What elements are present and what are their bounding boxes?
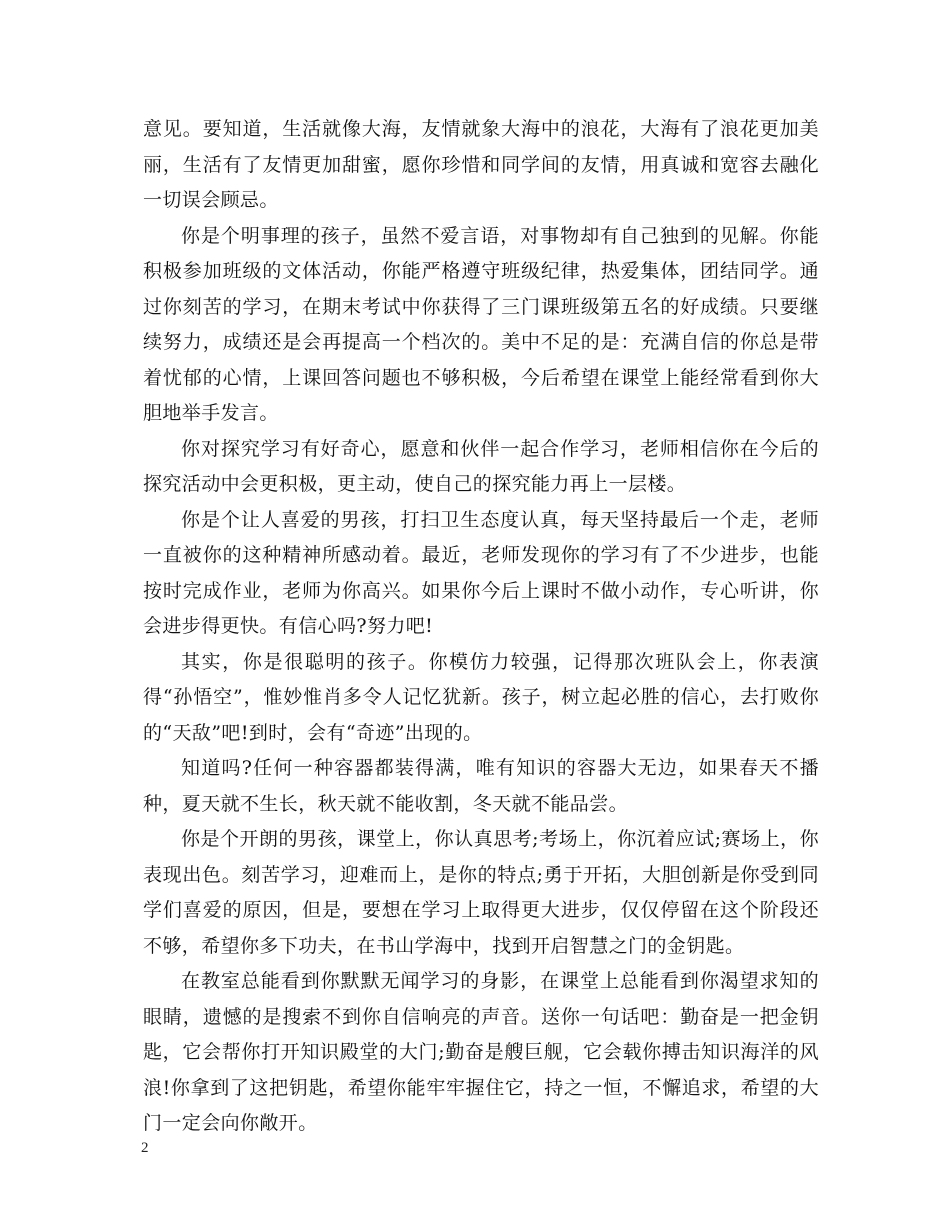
paragraph-4: 你是个让人喜爱的男孩，打扫卫生态度认真，每天坚持最后一个走，老师一直被你的这种精神所感动着。最近，老师发现你的学习有了不少进步，也能按时完成作业，老师为你高兴。如果你今后上课时不做小动作，专心听讲，你会进步得更快。有信心吗?努力吧! bbox=[143, 508, 819, 637]
paragraph-7: 你是个开朗的男孩，课堂上，你认真思考;考场上，你沉着应试;赛场上，你表现出色。刻苦学习，迎难而上，是你的特点;勇于开拓，大胆创新是你受到同学们喜爱的原因，但是，要想在学习上取得更大进步，仅仅停留在这个阶段还不够，希望你多下功夫，在书山学海中，找到开启智慧之门的金钥匙。 bbox=[143, 828, 819, 957]
paragraph-5: 其实，你是很聪明的孩子。你模仿力较强，记得那次班队会上，你表演得“孙悟空”，惟妙惟肖多令人记忆犹新。孩子，树立起必胜的信心，去打败你的“天敌”吧!到时，会有“奇迹”出现的。 bbox=[143, 650, 819, 744]
paragraph-1: 意见。要知道，生活就像大海，友情就象大海中的浪花，大海有了浪花更加美丽，生活有了友情更加甜蜜，愿你珍惜和同学间的友情，用真诚和宽容去融化一切误会顾忌。 bbox=[143, 118, 819, 211]
document-body bbox=[143, 112, 819, 1142]
paragraph-3: 你对探究学习有好奇心，愿意和伙伴一起合作学习，老师相信你在今后的探究活动中会更积极，更主动，使自己的探究能力再上一层楼。 bbox=[143, 437, 819, 495]
paragraph-8: 在教室总能看到你默默无闻学习的身影，在课堂上总能看到你渴望求知的眼睛，遗憾的是搜索不到你自信响亮的声音。送你一句话吧：勤奋是一把金钥匙，它会帮你打开知识殿堂的大门;勤奋是艘巨舰，它会载你搏击知识海洋的风浪!你拿到了这把钥匙，希望你能牢牢握住它，持之一恒，不懈追求，希望的大门一定会向你敞开。 bbox=[143, 970, 819, 1134]
page-number: 2 bbox=[141, 1140, 149, 1156]
paragraph-2: 你是个明事理的孩子，虽然不爱言语，对事物却有自己独到的见解。你能积极参加班级的文体活动，你能严格遵守班级纪律，热爱集体，团结同学。通过你刻苦的学习，在期末考试中你获得了三门课班级第五名的好成绩。只要继续努力，成绩还是会再提高一个档次的。美中不足的是：充满自信的你总是带着忧郁的心情，上课回答问题也不够积极，今后希望在课堂上能经常看到你大胆地举手发言。 bbox=[143, 224, 819, 424]
paragraph-6: 知道吗?任何一种容器都装得满，唯有知识的容器大无边，如果春天不播种，夏天就不生长，秋天就不能收割，冬天就不能品尝。 bbox=[143, 757, 819, 815]
